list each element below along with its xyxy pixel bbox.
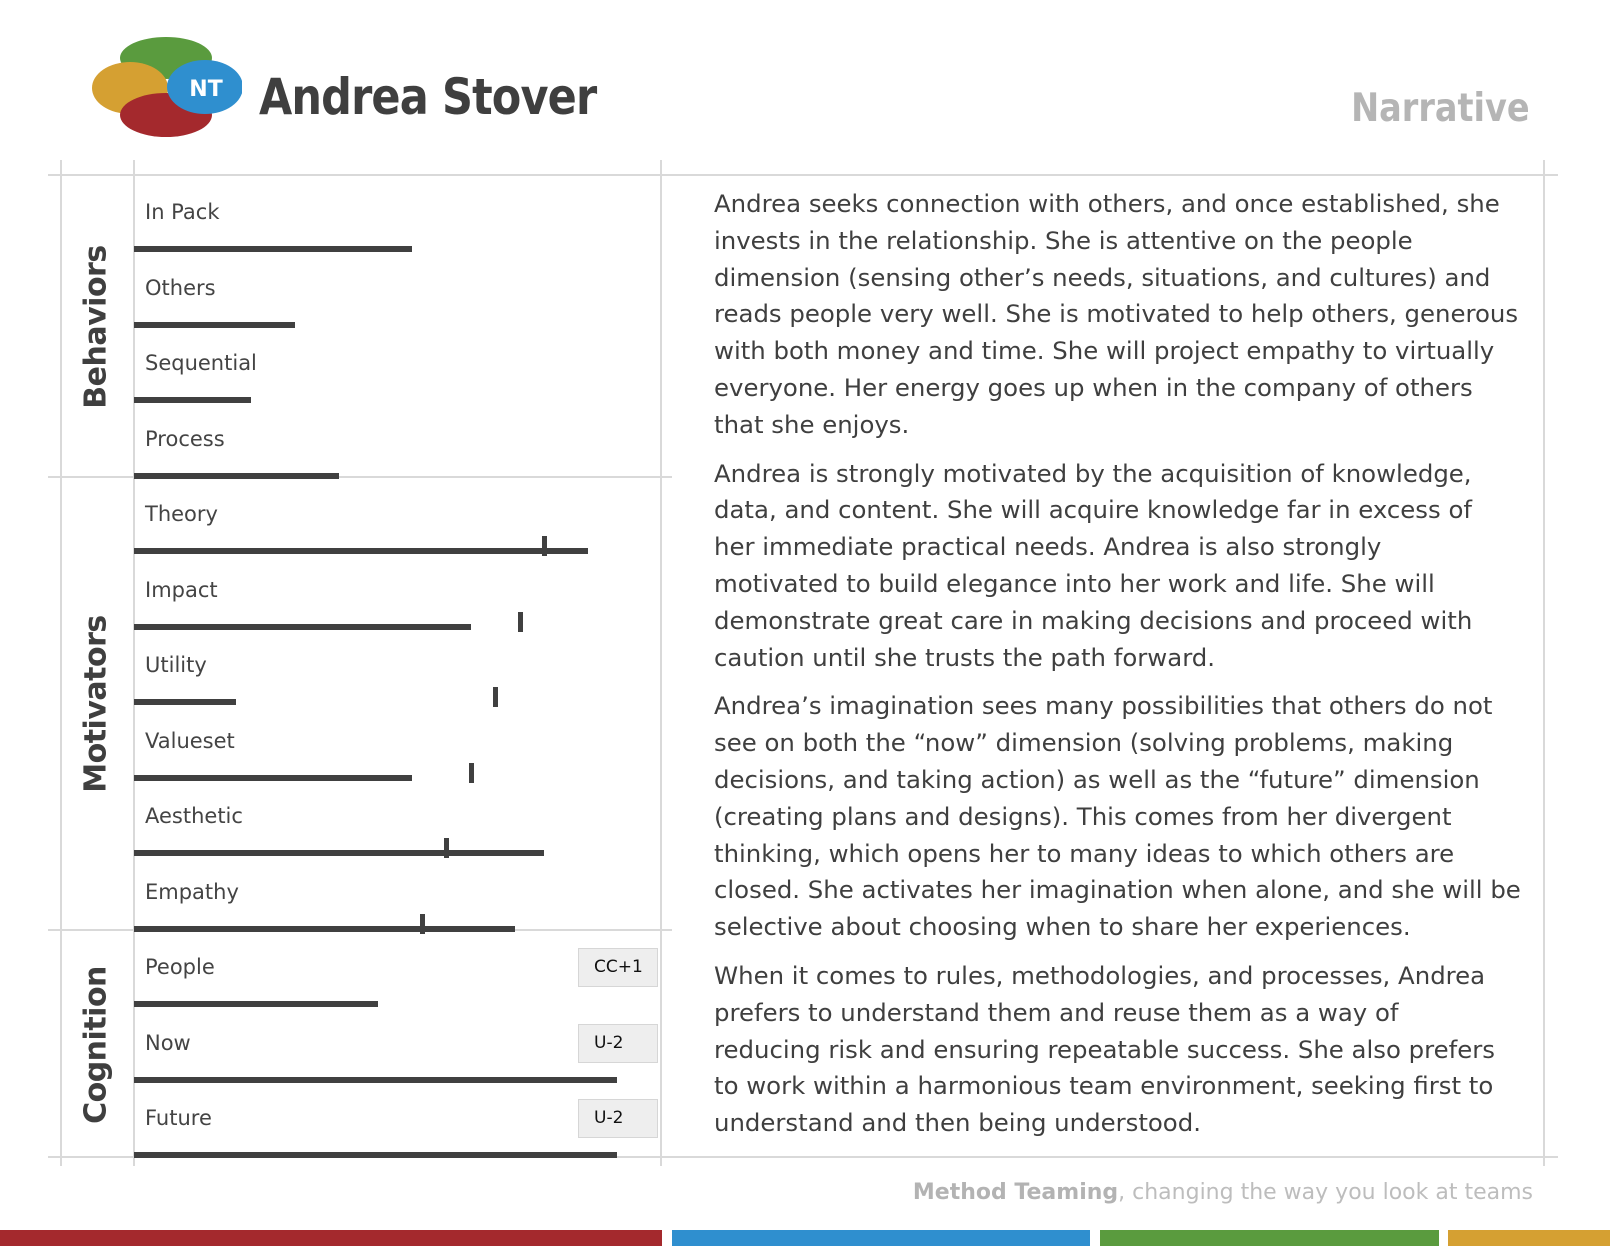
metric-bar-sequential [134, 397, 251, 403]
label-column-line [133, 160, 135, 1166]
metric-label-process: Process [145, 426, 225, 451]
metric-badge-future: U-2 [578, 1099, 658, 1138]
metric-label-valueset: Valueset [145, 728, 235, 753]
frame-left-line [60, 160, 62, 1166]
logo-text: NT [189, 77, 223, 102]
metric-bar-valueset [134, 775, 412, 781]
metric-marker-aesthetic [444, 838, 449, 858]
metric-label-others: Others [145, 275, 216, 300]
metric-bar-utility [134, 699, 236, 705]
color-bar-green [1100, 1230, 1439, 1246]
metric-label-future: Future [145, 1106, 212, 1130]
footer-tagline-text: , changing the way you look at teams [1118, 1180, 1533, 1205]
metric-label-now: Now [145, 1030, 191, 1055]
color-bar-red [0, 1230, 662, 1246]
metric-bar-future [134, 1152, 617, 1158]
footer-tagline [913, 1180, 1533, 1205]
narrative-paragraph-3: Andrea’s imagination sees many possibilities that others do not see on both the “now” dimension (solving problems, making decisions, and taking action) as well as the “future” dimension (creating plans and designs). This comes from her divergent thinking, which opens her to many ideas to which others are closed. She activates her imagination when alone, and she will be selective about choosing when to share her experiences. [714, 691, 1521, 942]
metric-label-theory: Theory [145, 502, 218, 526]
person-name: Andrea Stover [259, 68, 597, 126]
metric-label-impact: Impact [145, 577, 218, 602]
section-label-behaviors: Behaviors [78, 245, 114, 409]
metric-bar-theory [134, 548, 588, 554]
chart-right-line [660, 160, 662, 1166]
narrative-text [714, 186, 1534, 1154]
metric-bar-impact [134, 624, 471, 630]
frame-right-line [1543, 160, 1545, 1166]
metric-bar-aesthetic [134, 850, 544, 856]
metric-marker-valueset [469, 763, 474, 783]
metric-label-aesthetic: Aesthetic [145, 804, 243, 828]
metric-bar-empathy [134, 926, 515, 932]
metric-label-sequential: Sequential [145, 351, 257, 375]
frame-top-line [48, 174, 1558, 176]
section-label-motivators: Motivators [78, 615, 114, 793]
metric-bar-now [134, 1077, 617, 1083]
metric-marker-utility [493, 687, 498, 707]
narrative-paragraph-1: Andrea seeks connection with others, and once established, she invests in the relationship. She is attentive on the people dimension (sensing other’s needs, situations, and cultures) and reads people very well. She is motivated to help others, generous with both money and time. She will project empathy to virtually everyone. Her energy goes up when in the company of others that she enjoys. [714, 189, 1519, 439]
metric-label-empathy: Empathy [145, 879, 239, 904]
metric-bar-others [134, 322, 295, 328]
metric-bar-in-pack [134, 246, 412, 252]
metric-label-people: People [145, 955, 215, 979]
metric-marker-empathy [420, 914, 425, 934]
footer-brand: Method Teaming [912, 1180, 1119, 1205]
metric-bar-process [134, 473, 339, 479]
section-label-cognition: Cognition [78, 966, 114, 1124]
metric-label-utility: Utility [145, 653, 207, 677]
color-bar-gold [1448, 1230, 1610, 1246]
metric-marker-theory [542, 536, 547, 556]
nt-logo [90, 36, 242, 138]
metric-bar-people [134, 1001, 378, 1007]
metric-badge-now: U-2 [578, 1024, 658, 1063]
page-title: Narrative [1351, 86, 1530, 131]
color-bar-blue [672, 1230, 1090, 1246]
metric-badge-people: CC+1 [578, 948, 658, 987]
narrative-paragraph-4: When it comes to rules, methodologies, and processes, Andrea prefers to understand them and reuse them as a way of reducing risk and ensuring repeatable success. She also prefers to work within a harmonious team environment, seeking first to understand and then being understood. [714, 960, 1495, 1138]
metric-label-in-pack: In Pack [145, 200, 220, 224]
narrative-paragraph-2: Andrea is strongly motivated by the acquisition of knowledge, data, and content. She will acquire knowledge far in excess of her immediate practical needs. Andrea is also strongly motivated to build elegance into her work and life. She will demonstrate great care in making decisions and proceed with caution until she trusts the path forward. [714, 458, 1473, 672]
metric-marker-impact [518, 612, 523, 632]
